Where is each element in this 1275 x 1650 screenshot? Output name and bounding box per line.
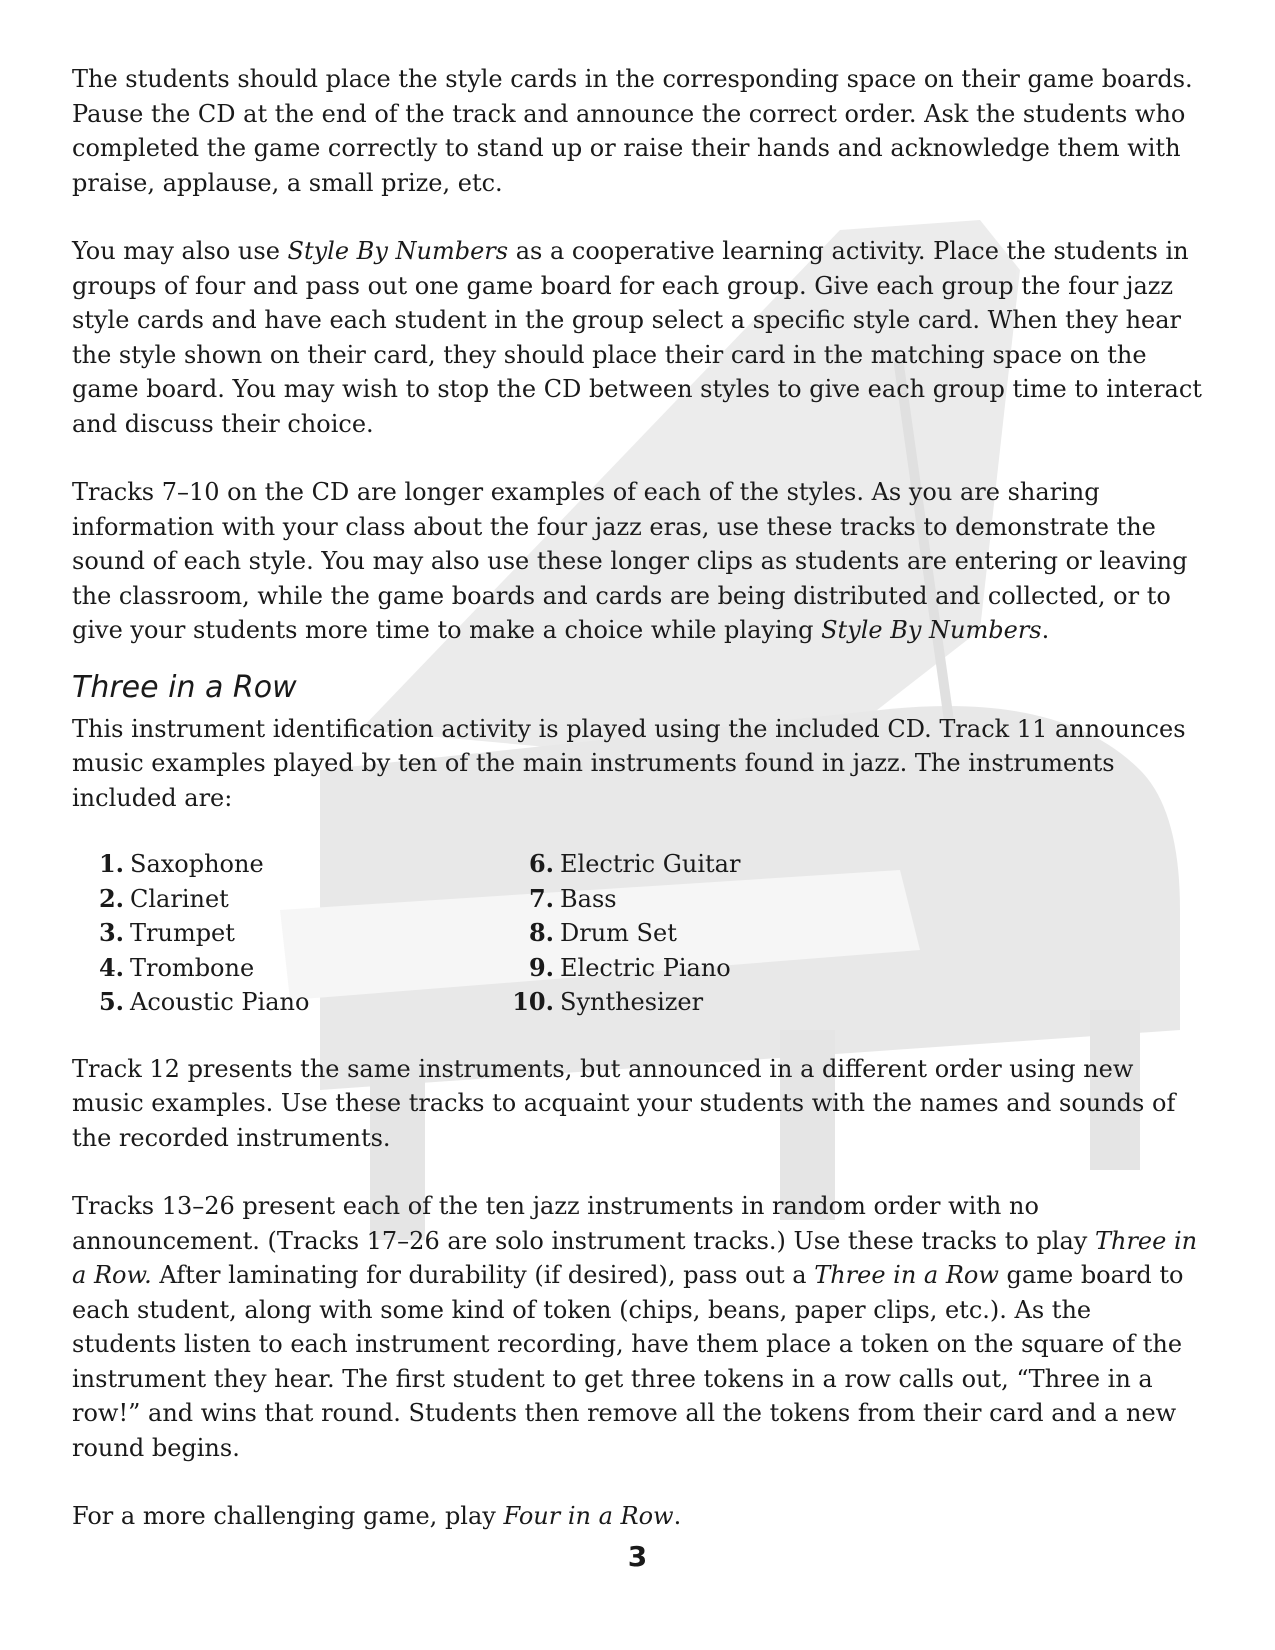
item-label: Trumpet <box>130 919 235 947</box>
item-label: Synthesizer <box>560 988 704 1016</box>
list-item <box>92 916 512 951</box>
item-number: 1. <box>98 849 124 878</box>
section-intro: This instrument identification activity is played using the included CD. Track 11 announces music examples played by ten of the main instruments found in jazz. The instruments included are: <box>72 714 1186 812</box>
item-number: 5. <box>98 987 124 1016</box>
list-item <box>92 951 512 986</box>
text-run: For a more challenging game, play <box>72 1502 504 1530</box>
item-label: Electric Piano <box>560 953 731 982</box>
title-three-in-a-row: Three in a Row. <box>72 1226 1198 1289</box>
list-item <box>512 847 912 882</box>
paragraph-tracks-7-10 <box>72 475 1202 648</box>
instrument-list-column-1 <box>72 847 512 1020</box>
text-run: After laminating for durability (if desired), pass out a <box>151 1261 815 1289</box>
page-number: 3 <box>627 1540 648 1573</box>
paragraph-track-12: Track 12 presents the same instruments, but announced in a different order using new music examples. Use these tracks to acquaint your students with the names and sounds of the recorded instruments. <box>72 1054 1176 1152</box>
instrument-list <box>72 847 1202 1020</box>
list-item <box>92 985 512 1020</box>
instrument-list-column-2 <box>512 847 912 1020</box>
list-item <box>92 847 512 882</box>
item-label: Saxophone <box>130 850 264 878</box>
item-number: 6. <box>528 849 554 878</box>
text-run: Tracks 7–10 on the CD are longer examples of each of the styles. As you are sharing information with your class about the four jazz eras, use these tracks to demonstrate the sound of each style. You may also use these longer clips as students are entering or leaving the classroom, while the game boards and cards are being distributed and collected, or to give your students more time to make a choice while playing <box>72 478 1188 644</box>
item-label: Electric Guitar <box>560 850 741 878</box>
item-label: Bass <box>560 884 617 913</box>
item-label: Acoustic Piano <box>130 988 310 1016</box>
paragraph-cooperative-learning <box>72 234 1202 441</box>
title-four-in-a-row: Four in a Row <box>503 1502 674 1530</box>
list-item <box>92 882 512 917</box>
text-run: . <box>673 1502 682 1530</box>
list-item <box>512 916 912 951</box>
text-run: Tracks 13–26 present each of the ten jazz instruments in random order with no announcement. (Tracks 17–26 are solo instrument tracks.) Use these tracks to play <box>72 1192 1095 1255</box>
paragraph-style-cards: The students should place the style cards in the corresponding space on their game boards. Pause the CD at the end of the track and announce the correct order. Ask the students who completed the game correctly to stand up or raise their hands and acknowledge them with praise, applause, a small prize, etc. <box>72 65 1193 197</box>
text-run: You may also use <box>72 237 288 265</box>
item-label: Trombone <box>130 953 255 982</box>
item-label: Clarinet <box>130 884 229 913</box>
item-number: 2. <box>98 883 124 913</box>
list-item <box>512 951 912 986</box>
item-number: 7. <box>528 883 554 913</box>
item-number: 4. <box>98 952 124 982</box>
title-style-by-numbers: Style By Numbers <box>287 237 509 265</box>
text-run: as a cooperative learning activity. Place the students in groups of four and pass out one game board for each group. Give each group the four jazz style cards and have each student in the group select a specific style card. When they hear the style shown on their card, they should place their card in the matching space on the game board. You may wish to stop the CD between styles to give each group time to interact and discuss their choice. <box>72 237 1202 438</box>
text-run: game board to each student, along with some kind of token (chips, beans, paper clips, etc.). As the students listen to each instrument recording, have them place a token on the square of the instrument they hear. The first student to get three tokens in a row calls out, “Three in a row!” and wins that round. Students then remove all the tokens from their card and a new round begins. <box>72 1261 1184 1462</box>
item-number: 3. <box>98 918 124 947</box>
title-style-by-numbers: Style By Numbers <box>821 616 1042 644</box>
text-run: . <box>1041 616 1050 644</box>
title-three-in-a-row: Three in a Row <box>814 1261 999 1289</box>
paragraph-tracks-13-26 <box>72 1189 1202 1465</box>
item-label: Drum Set <box>560 919 677 947</box>
item-number: 9. <box>528 952 554 982</box>
document-body <box>72 62 1202 1534</box>
list-item <box>512 882 912 917</box>
item-number: 10. <box>512 987 554 1016</box>
list-item <box>512 985 912 1020</box>
item-number: 8. <box>528 918 554 947</box>
paragraph-four-in-a-row <box>72 1499 1202 1534</box>
section-title-three-in-a-row: Three in a Row <box>72 669 297 705</box>
